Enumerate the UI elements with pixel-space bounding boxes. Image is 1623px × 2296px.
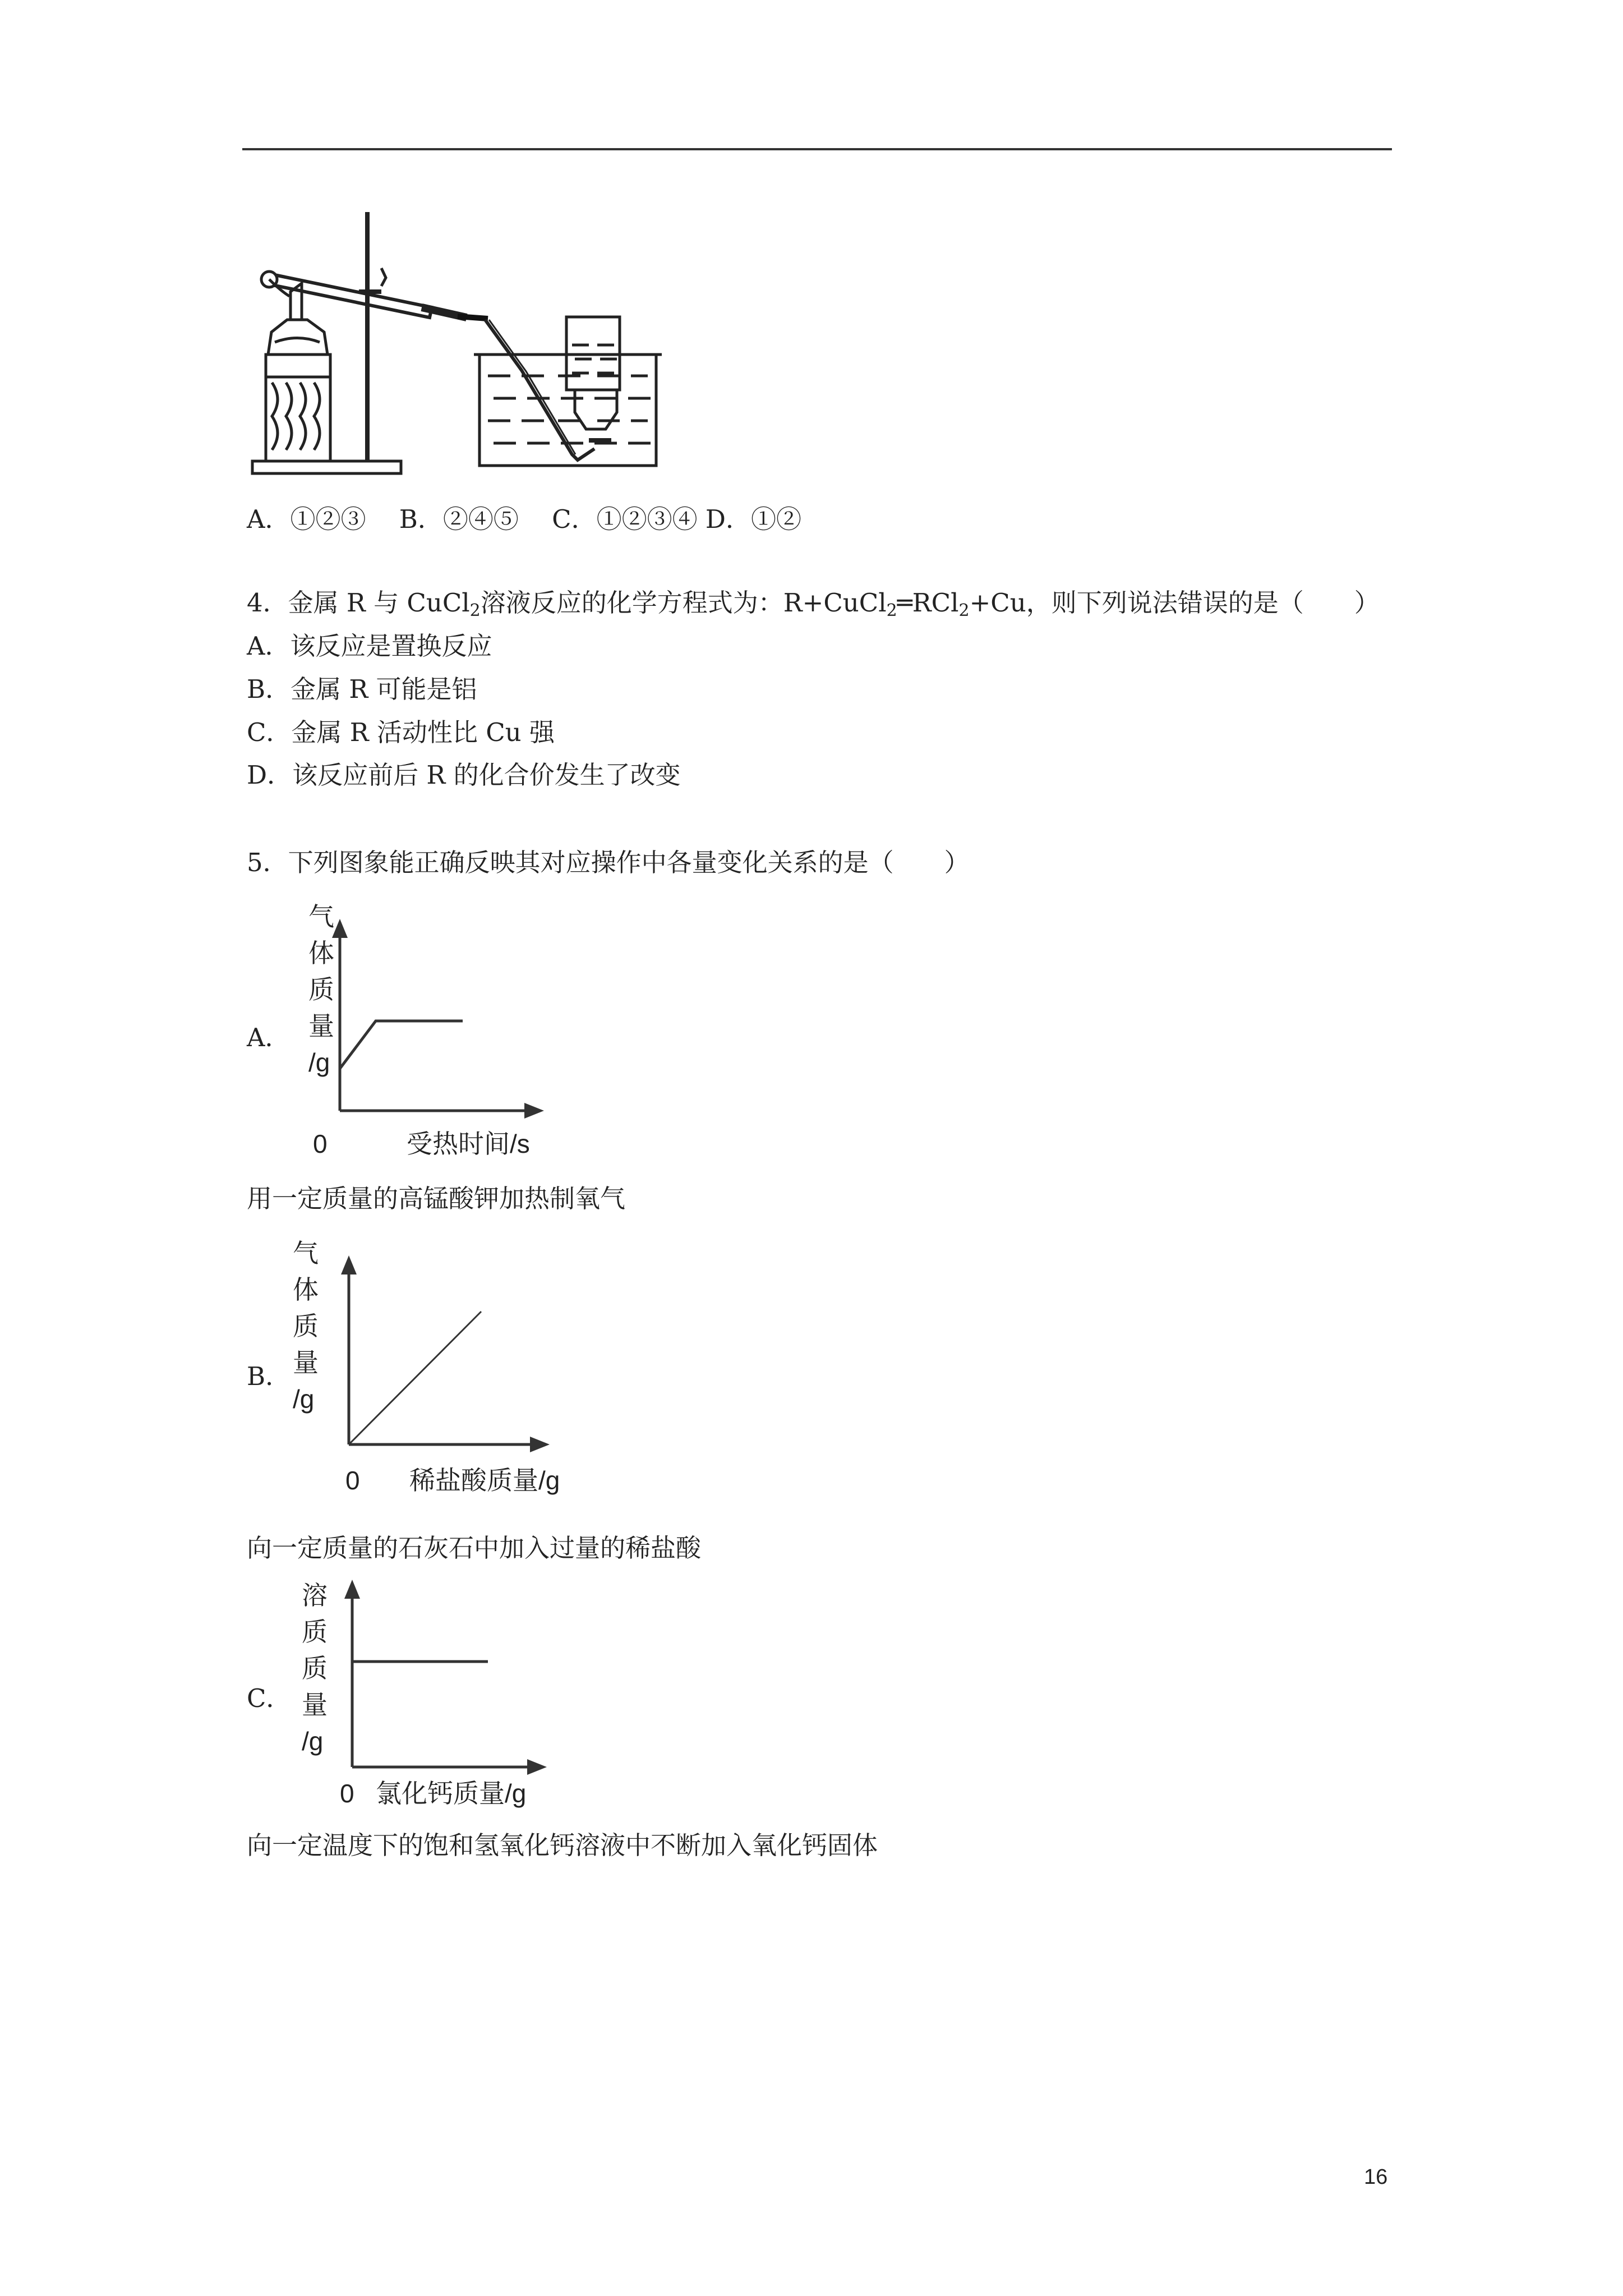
graph-c-ylabel-2: 质 <box>302 1617 328 1646</box>
graph-c-ylabel-3: 质 <box>302 1654 328 1683</box>
q4-option-d: D．该反应前后 R 的化合价发生了改变 <box>247 760 681 790</box>
graph-b-ylabel-4: 量 <box>293 1348 319 1377</box>
graph-c-origin: 0 <box>340 1779 354 1808</box>
graph-a-curve <box>340 1021 463 1069</box>
graph-a-xlabel: 受热时间/s <box>407 1129 530 1158</box>
graph-c-caption: 向一定温度下的饱和氢氧化钙溶液中不断加入氧化钙固体 <box>247 1830 878 1860</box>
graph-b <box>280 1234 583 1515</box>
graph-b-ylabel-3: 质 <box>293 1312 319 1341</box>
graph-a <box>280 898 583 1178</box>
graph-a-ylabel-4: 量 <box>308 1011 334 1041</box>
graph-b-ylabel-5: /g <box>293 1384 315 1414</box>
graph-a-origin: 0 <box>313 1129 328 1158</box>
graph-b-caption: 向一定质量的石灰石中加入过量的稀盐酸 <box>247 1533 702 1563</box>
q4-option-c: C．金属 R 活动性比 Cu 强 <box>247 717 555 747</box>
q4-option-a: A．该反应是置换反应 <box>247 631 492 661</box>
graph-b-ylabel-2: 体 <box>293 1275 319 1304</box>
q4-option-b: B．金属 R 可能是铝 <box>247 674 477 704</box>
graph-b-curve <box>349 1312 481 1444</box>
graph-a-ylabel-5: /g <box>308 1048 330 1077</box>
graph-b-origin: 0 <box>345 1466 360 1495</box>
q5-stem: 5．下列图象能正确反映其对应操作中各量变化关系的是（ ） <box>247 848 970 877</box>
graph-b-ylabel-1: 气 <box>293 1239 319 1268</box>
graph-c-ylabel-4: 量 <box>302 1690 328 1719</box>
q3-options: A．①②③ B．②④⑤ C．①②③④ D．①② <box>247 504 801 534</box>
graph-c-ylabel-1: 溶 <box>302 1581 328 1610</box>
graph-a-ylabel-1: 气 <box>308 902 334 931</box>
graph-a-letter: A． <box>247 1023 291 1052</box>
graph-b-xlabel: 稀盐酸质量/g <box>409 1466 560 1495</box>
graph-a-caption: 用一定质量的高锰酸钾加热制氧气 <box>247 1184 626 1213</box>
lab-apparatus-figure <box>247 208 707 488</box>
q4-stem: 4．金属 R 与 CuCl$_2$溶液反应的化学方程式为：R+CuCl$_2$═RCl$_2$+Cu，则下列说法错误的是（ ） <box>247 588 1380 620</box>
graph-c-ylabel-5: /g <box>302 1727 324 1756</box>
graph-b-letter: B． <box>247 1361 291 1391</box>
graph-a-ylabel-3: 质 <box>308 975 334 1004</box>
graph-c-letter: C． <box>247 1683 292 1713</box>
graph-c <box>280 1576 583 1818</box>
page-number: 16 <box>1364 2165 1388 2189</box>
header-rule <box>242 148 1392 150</box>
graph-a-ylabel-2: 体 <box>308 938 334 968</box>
graph-c-xlabel: 氯化钙质量/g <box>376 1779 527 1808</box>
